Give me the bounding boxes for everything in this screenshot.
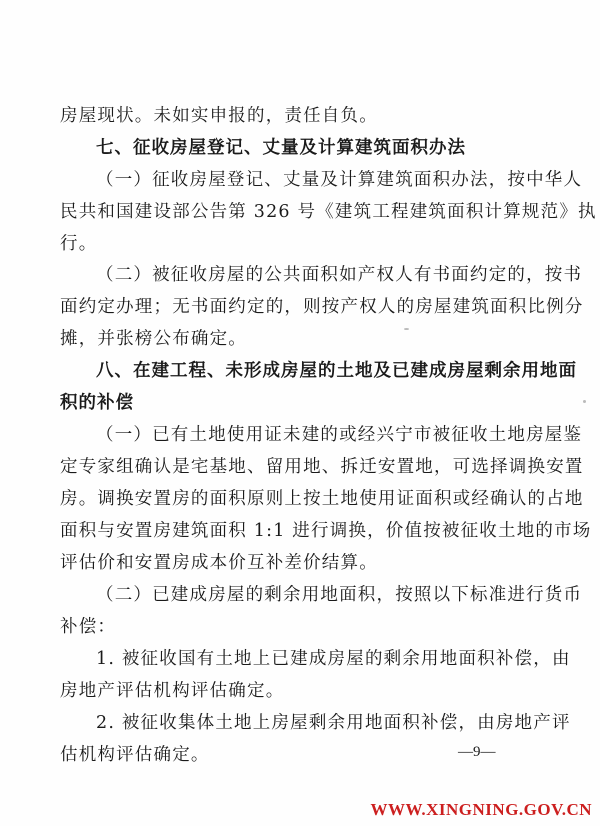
text-line: 面积与安置房建筑面积 1:1 进行调换，价值按被征收土地的市场 bbox=[60, 521, 592, 541]
text-line: 行。 bbox=[60, 234, 98, 254]
text-line: 民共和国建设部公告第 326 号《建筑工程建筑面积计算规范》执 bbox=[60, 202, 597, 222]
scan-speck bbox=[583, 400, 586, 403]
text-line: （二）已建成房屋的剩余用地面积，按照以下标准进行货币 bbox=[96, 585, 583, 605]
text-line: （一）征收房屋登记、丈量及计算建筑面积办法，按中华人 bbox=[96, 170, 583, 190]
text-line: 定专家组确认是宅基地、留用地、拆迁安置地，可选择调换安置 bbox=[60, 457, 584, 477]
text-line: 房屋现状。未如实申报的，责任自负。 bbox=[60, 106, 378, 126]
text-line: 评估价和安置房成本价互补差价结算。 bbox=[60, 553, 378, 573]
text-line: （一）已有土地使用证未建的或经兴宁市被征收土地房屋鉴 bbox=[96, 425, 583, 445]
text-line: 房。调换安置房的面积原则上按土地使用证面积或经确认的占地 bbox=[60, 489, 584, 509]
text-line: 房地产评估机构评估确定。 bbox=[60, 681, 285, 701]
text-line: 估机构评估确定。 bbox=[60, 745, 210, 765]
text-line: 面约定办理；无书面约定的，则按产权人的房屋建筑面积比例分 bbox=[60, 297, 584, 317]
text-line: 1. 被征收国有土地上已建成房屋的剩余用地面积补偿，由 bbox=[96, 649, 571, 669]
page-number: —9— bbox=[458, 744, 496, 760]
section-heading-eight: 八、在建工程、未形成房屋的土地及已建成房屋剩余用地面 bbox=[96, 361, 577, 381]
text-line: 摊，并张榜公布确定。 bbox=[60, 329, 247, 349]
text-line: 2. 被征收集体土地上房屋剩余用地面积补偿，由房地产评 bbox=[96, 713, 571, 733]
text-line: （二）被征收房屋的公共面积如产权人有书面约定的，按书 bbox=[96, 265, 583, 285]
scan-speck bbox=[404, 328, 409, 330]
site-watermark: WWW.XINGNING.GOV.CN bbox=[370, 800, 592, 819]
text-line: 补偿： bbox=[60, 617, 117, 637]
section-heading-eight-cont: 积的补偿 bbox=[60, 393, 134, 413]
section-heading-seven: 七、征收房屋登记、丈量及计算建筑面积办法 bbox=[96, 138, 466, 158]
